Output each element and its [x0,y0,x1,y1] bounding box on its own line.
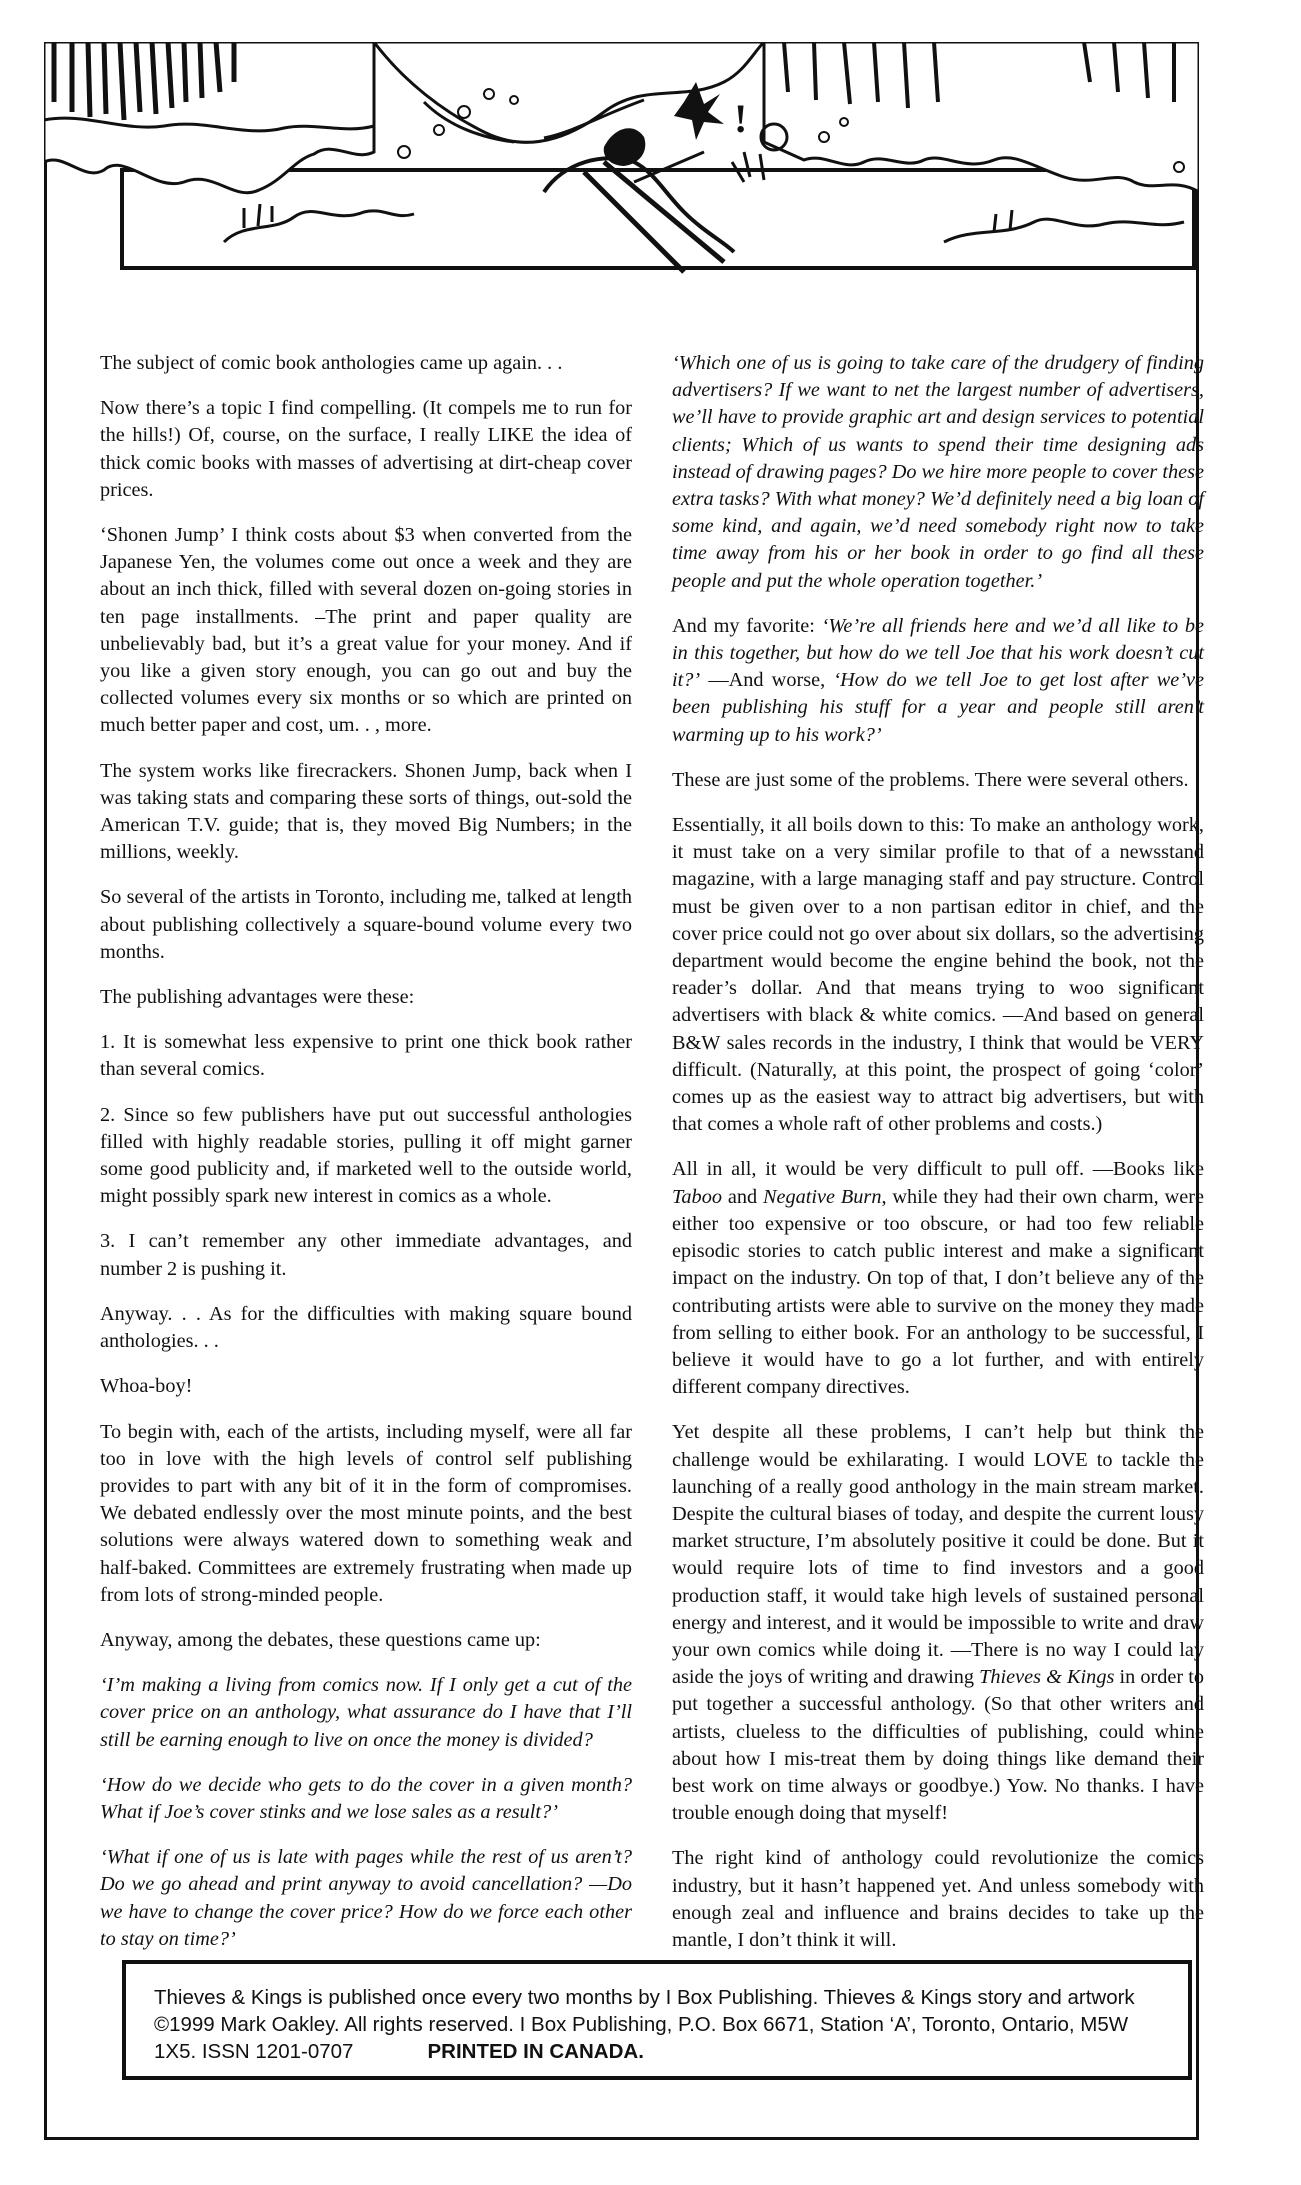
text-span: —And worse, [700,669,834,692]
paragraph [672,1156,1204,1401]
paragraph: So several of the artists in Toronto, including me, talked at length about publishing collectively a square-bound volume every two months. [100,886,632,963]
header-illustration [44,42,1199,282]
text-span: and [721,1185,763,1208]
paragraph: Whoa-boy! [100,1375,193,1398]
paragraph: ‘Shonen Jump’ I think costs about $3 when converted from the Japanese Yen, the volumes come out once a week and they are about an inch thick, filled with several dozen on-going stories in ten page installments. –The print and paper quality are unbelievably bad, but it’s a great value for your money. And if you like a given story enough, you can go out and buy the collected volumes every six months or so which are printed on much better paper and cost, um. . , more. [100,524,632,737]
paragraph: Anyway, among the debates, these questions came up: [100,1628,541,1651]
book-title: Negative Burn [762,1185,882,1208]
paragraph: The publishing advantages were these: [100,986,415,1009]
publication-info-text: Thieves & Kings is published once every two months by I Box Publishing. Thieves & Kings story and artwork ©1999 Mark Oakley. All rights reserved. I Box Publishing, P.O. Box 6671, Station ‘A’, Toronto, Ontario, M5W 1X5. ISSN 1201-0707 [154,1986,1135,2063]
printed-in-label: PRINTED IN CANADA. [427,2040,644,2063]
paragraph: To begin with, each of the artists, including myself, were all far too in love with the high levels of control self publishing provides to part with any bit of it in the form of compromises. We debated endlessly over the most minute points, and the best solutions were always watered down to something weak and half-baked. Committees are extremely frustrating when made up from lots of strong-minded people. [100,1420,632,1606]
quote-paragraph: ‘What if one of us is late with pages while the rest of us aren’t? Do we go ahead and print anyway to avoid cancellation? —Do we have to change the cover price? How do we force each other to stay on time?’ [100,1846,632,1950]
book-title: Thieves & Kings [979,1666,1115,1689]
list-item: 3. I can’t remember any other immediate advantages, and number 2 is pushing it. [100,1230,632,1280]
paragraph: Now there’s a topic I find compelling. (It compels me to run for the hills!) Of, course, on the surface, I really LIKE the idea of thick comic books with masses of advertising at dirt-cheap cover prices. [100,397,632,501]
text-span: All in all, it would be very difficult to pull off. —Books like [672,1158,1204,1181]
quote-paragraph: ‘I’m making a living from comics now. If I only get a cut of the cover price on an anthology, what assurance do I have that I’ll still be earning enough to live on once the money is divided? [100,1674,632,1751]
list-item: 1. It is somewhat less expensive to print one thick book rather than several comics. [100,1031,632,1081]
paragraph: Essentially, it all boils down to this: To make an anthology work, it must take on a very similar profile to that of a newsstand magazine, with a large managing staff and pay structure. Control must be given over to a non partisan editor in chief, and the cover price could not go over about six dollars, so the advertising department would become the engine behind the book, not the reader’s dollar. And that means trying to woo significant advertisers with black & white comics. —And based on general B&W sales records in the industry, I think that would be VERY difficult. (Naturally, at this point, the prospect of going ‘color’ comes up as the easiest way to attract big advertisers, but with that comes a whole raft of other problems and costs.) [672,814,1204,1136]
paragraph: These are just some of the problems. There were several others. [672,768,1189,791]
text-span: , while they had their own charm, were either too expensive or too obscure, or had too few reliable episodic stories to catch public interest and make a significant impact on the industry. On top of that, I don’t believe any of the contributing artists were able to survive on the money they made from selling to either book. For an anthology to be successful, I believe it would have to go a lot further, and with entirely different company directives. [672,1185,1204,1399]
quote-span: ‘How do we tell Joe to get lost after we’ve been publishing his stuff for a year and people still aren’t warming up to his work?’ [672,669,1204,746]
list-item: 2. Since so few publishers have put out successful anthologies filled with highly readable stories, pulling it off might garner some good publicity and, if marketed well to the outside world, might possibly spark new interest in comics as a whole. [100,1103,632,1208]
paragraph: Anyway. . . As for the difficulties with making square bound anthologies. . . [100,1302,632,1353]
paragraph [672,613,1204,749]
svg-text:!: ! [734,96,748,141]
text-span: in order to put together a successful anthology. (So that other writers and artists, clueless to the difficulties of publishing, could whine about how I mis-treat them by doing things like demand their best work on time always or goodbye.) Yow. No thanks. I have trouble enough doing that myself! [672,1666,1204,1825]
text-span: And my favorite: [672,614,822,637]
paragraph: The subject of comic book anthologies came up again. . . [100,352,563,374]
quote-paragraph: ‘Which one of us is going to take care of the drudgery of finding advertisers? If we want to net the largest number of advertisers, we’ll have to provide graphic art and design services to potential clients; Which of us wants to spend their time designing ads instead of drawing pages? Do we hire more people to cover these extra tasks? With what money? We’d definitely need a big loan of some kind, and again, we’d need somebody right now to take time away from his or her book in order to go find all these people and put the whole operation together.’ [672,352,1204,592]
left-column [100,350,632,1971]
paragraph: The right kind of anthology could revolutionize the comics industry, but it hasn’t happened yet. And unless somebody with enough zeal and influence and brains decides to take up the mantle, I don’t think it will. [672,1847,1204,1951]
text-span: Yet despite all these problems, I can’t help but think the challenge would be exhilarating. I would LOVE to tackle the launching of a really good anthology in the main stream market. Despite the cultural biases of today, and despite the current lousy market structure, I’m absolutely positive it could be done. But it would require lots of time to find investors and a good production staff, it would take high levels of sustained personal energy and interest, and it would be impossible to write and draw your own comics while doing it. —There is no way I could lay aside the joys of writing and drawing [672,1421,1204,1689]
paragraph: The system works like firecrackers. Shonen Jump, back when I was taking stats and comparing these sorts of things, out-sold the American T.V. guide; that is, they moved Big Numbers; in the millions, weekly. [100,759,632,864]
quote-span: ‘We’re all friends here and we’d all like to be in this together, but how do we tell Joe that his work doesn’t cut it?’ [672,614,1204,692]
publication-info-box [122,1960,1192,2080]
book-title: Taboo [672,1185,722,1208]
paragraph [672,1419,1204,1827]
right-column [672,350,1204,1972]
quote-paragraph: ‘How do we decide who gets to do the cover in a given month? What if Joe’s cover stinks and we lose sales as a result?’ [100,1773,632,1823]
